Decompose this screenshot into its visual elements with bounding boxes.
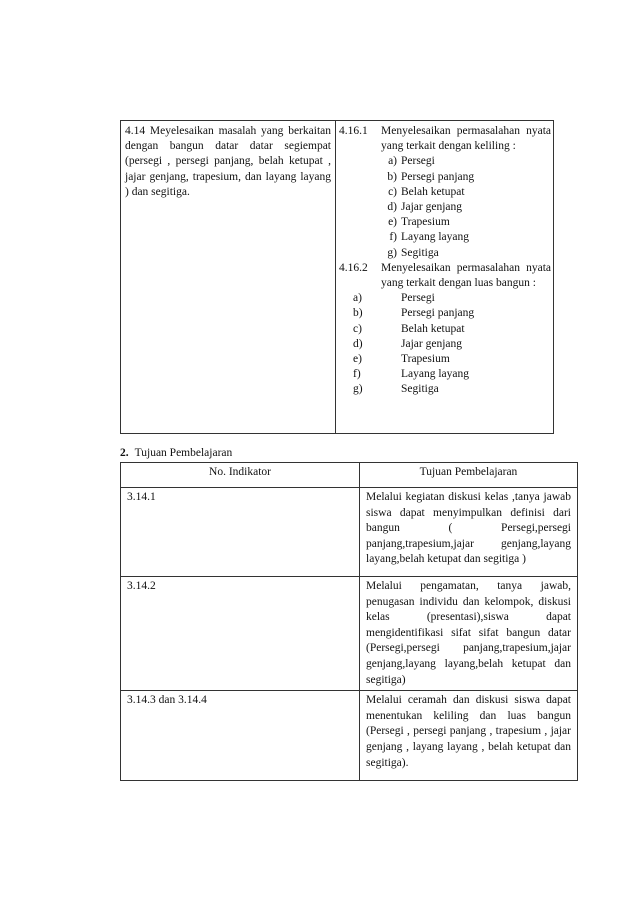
item-marker: g): [387, 246, 397, 259]
indicator-list: [339, 124, 551, 398]
learning-objectives-table: [120, 462, 578, 781]
header-tujuan: Tujuan Pembelajaran: [360, 463, 578, 488]
list-item: [339, 230, 551, 245]
list-item: [339, 170, 551, 185]
list-item: [339, 382, 551, 397]
item-marker: a): [388, 155, 397, 168]
item-text: Segitiga: [401, 246, 439, 259]
section-number: 2.: [120, 447, 129, 459]
item-text: Trapesium: [401, 353, 450, 366]
objective-text: Melalui kegiatan diskusi kelas ,tanya jawab siswa dapat menyimpulkan definisi dari bangun ( Persegi,persegi panjang,trapesium,jajar genjang,layang layang,belah ketupat dan segitiga ): [360, 488, 578, 577]
indicator-text: Menyelesaikan permasalahan nyata yang terkait dengan keliling :: [381, 125, 551, 153]
item-text: Persegi: [401, 155, 435, 168]
item-text: Layang layang: [401, 368, 470, 381]
item-marker: g): [353, 383, 363, 396]
list-item: [339, 322, 551, 337]
item-text: Trapesium: [401, 216, 450, 229]
item-text: Layang layang: [401, 231, 470, 244]
item-marker: d): [387, 201, 397, 214]
item-marker: f): [389, 231, 397, 244]
item-text: Segitiga: [401, 383, 439, 396]
list-item: [339, 291, 551, 306]
item-text: Persegi panjang: [401, 170, 475, 183]
list-item: [339, 306, 551, 321]
table-header-row: [121, 463, 578, 488]
indicator-code: 4.16.1: [339, 125, 368, 137]
list-item: [339, 200, 551, 215]
item-text: Belah ketupat: [401, 185, 465, 198]
indicator-4-16-2: [339, 261, 551, 291]
basic-competency-text: 4.14 Meyelesaikan masalah yang berkaitan dengan bangun datar datar segiempat (persegi , persegi panjang, belah ketupat , jajar genjang, trapesium, dan layang layang ) dan segitiga.: [125, 125, 331, 198]
list-item: [339, 246, 551, 261]
item-text: Persegi: [401, 292, 435, 305]
indicator-4-16-1: [339, 124, 551, 154]
item-text: Jajar genjang: [401, 201, 462, 214]
item-text: Persegi panjang: [401, 307, 475, 320]
item-marker: a): [353, 292, 362, 305]
item-marker: f): [353, 368, 361, 381]
list-item: [339, 337, 551, 352]
item-marker: b): [387, 170, 397, 183]
item-marker: c): [353, 322, 362, 335]
competency-table: [120, 120, 554, 434]
item-text: Jajar genjang: [401, 337, 462, 350]
section-title: Tujuan Pembelajaran: [134, 447, 233, 459]
table-row: [121, 488, 578, 577]
list-item: [339, 215, 551, 230]
list-item: [339, 154, 551, 169]
indicator-no: 3.14.3 dan 3.14.4: [121, 691, 360, 781]
list-item: [339, 367, 551, 382]
indicator-code: 4.16.2: [339, 261, 368, 274]
item-marker: e): [353, 353, 362, 366]
objective-text: Melalui ceramah dan diskusi siswa dapat menentukan keliling dan luas bangun (Persegi , persegi panjang , trapesium , jajar genjang , layang layang , belah ketupat dan segitiga).: [360, 691, 578, 781]
section-heading: [120, 447, 232, 459]
indicator-no: 3.14.1: [121, 488, 360, 577]
indicator-no: 3.14.2: [121, 577, 360, 691]
table-row: [121, 577, 578, 691]
table-row: [121, 691, 578, 781]
objective-text: Melalui pengamatan, tanya jawab, penugasan individu dan kelompok, diskusi kelas (presentasi),siswa dapat mengidentifikasi sifat sifat bangun datar (Persegi,persegi panjang,trapesium,jajar genjang,layang layang,belah ketupat dan segitiga): [360, 577, 578, 691]
item-marker: e): [388, 216, 397, 229]
header-no-indikator: No. Indikator: [121, 463, 360, 488]
indicator-text: Menyelesaikan permasalahan nyata yang terkait dengan luas bangun :: [381, 261, 551, 290]
column-divider: [335, 121, 336, 433]
item-marker: d): [353, 337, 363, 350]
item-text: Belah ketupat: [401, 322, 465, 335]
list-item: [339, 352, 551, 367]
list-item: [339, 185, 551, 200]
item-marker: b): [353, 307, 363, 320]
item-marker: c): [388, 185, 397, 198]
